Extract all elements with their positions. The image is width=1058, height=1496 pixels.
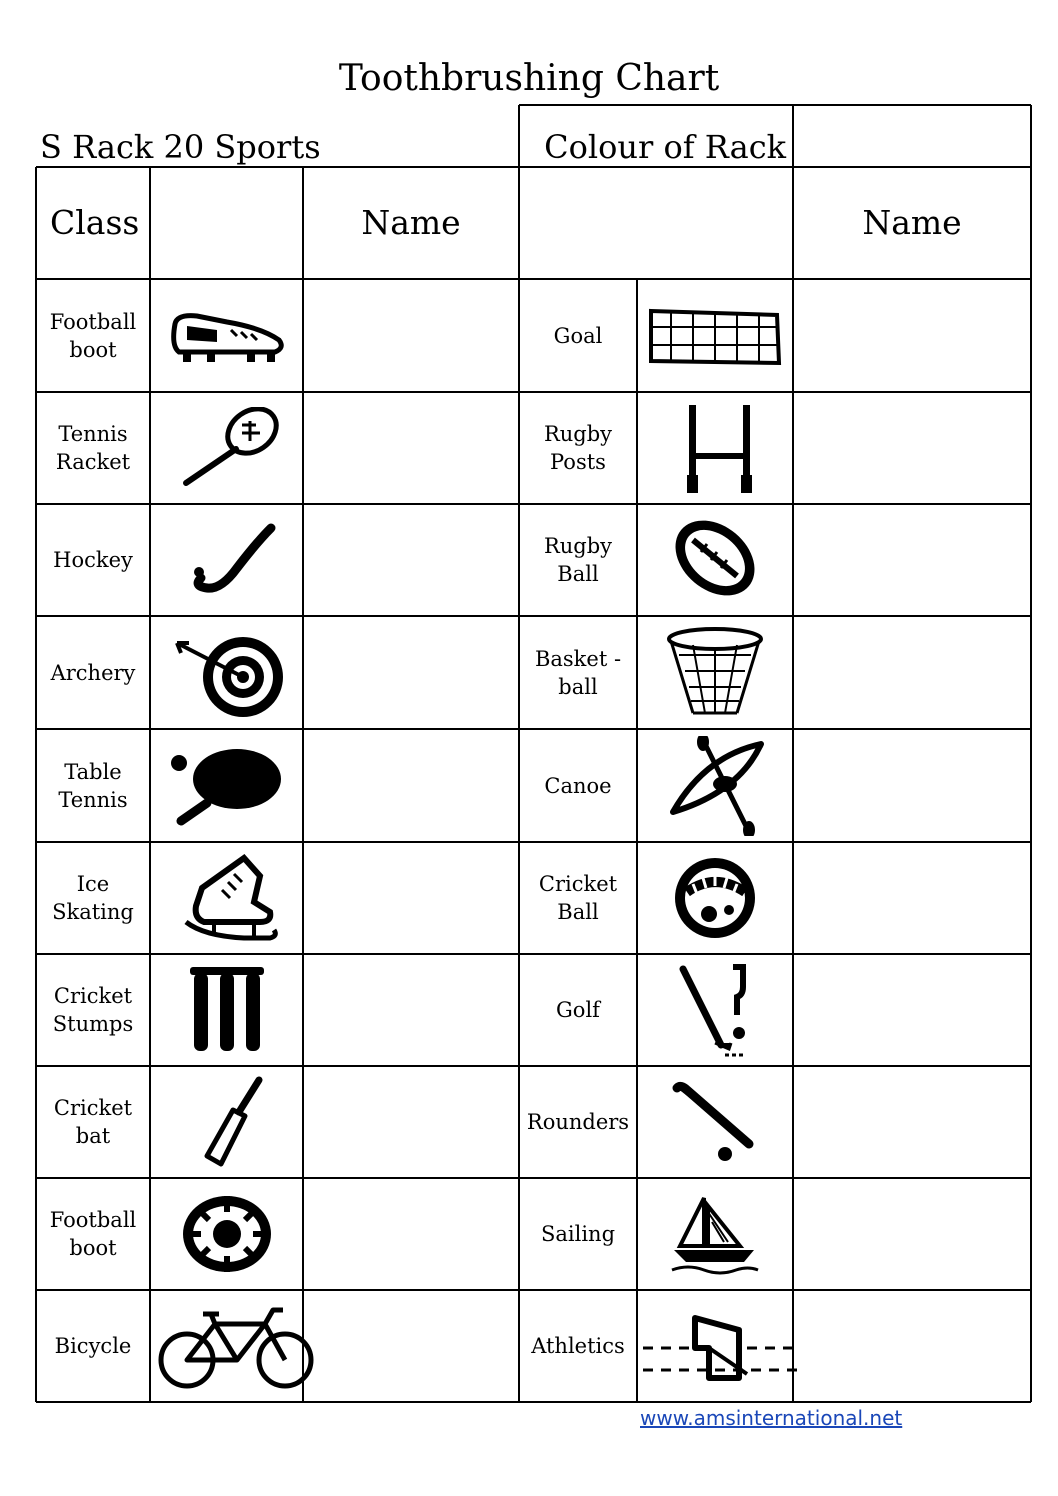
golf-icon	[677, 961, 753, 1059]
right-class-label: Sailing	[540, 1222, 616, 1246]
right-name-cell[interactable]	[793, 616, 1031, 729]
left-name-cell[interactable]	[303, 1178, 519, 1290]
rack-label: S Rack 20 Sports	[40, 128, 321, 166]
left-class-label: Hockey	[53, 548, 133, 572]
header-name-left: Name	[361, 203, 461, 242]
rugby-posts-icon	[665, 399, 765, 497]
footer-link[interactable]: www.amsinternational.net	[640, 1406, 903, 1430]
tennis-racket-icon	[172, 407, 282, 489]
left-name-cell[interactable]	[303, 1290, 519, 1402]
right-name-cell[interactable]	[793, 1178, 1031, 1290]
right-name-cell[interactable]	[793, 1290, 1031, 1402]
left-name-cell[interactable]	[303, 1066, 519, 1178]
athletics-hurdle-icon	[639, 1308, 803, 1384]
left-class-label: Football boot	[49, 309, 137, 362]
colour-of-rack-label: Colour of Rack	[544, 128, 786, 166]
right-name-cell[interactable]	[793, 954, 1031, 1066]
right-name-cell[interactable]	[793, 504, 1031, 616]
rugby-ball-icon	[667, 514, 763, 606]
left-class-label: Cricket Stumps	[52, 984, 134, 1036]
right-class-label: Basket - ball	[534, 646, 622, 699]
left-class-label: Table Tennis	[58, 759, 128, 812]
left-name-cell[interactable]	[303, 279, 519, 392]
table-tennis-icon	[167, 745, 287, 827]
cricket-ball-icon	[669, 852, 761, 944]
left-class-label: Bicycle	[54, 1334, 132, 1358]
left-name-cell[interactable]	[303, 504, 519, 616]
right-class-label: Cricket Ball	[538, 872, 618, 924]
cricket-stumps-icon	[180, 965, 274, 1055]
sailing-icon	[668, 1192, 762, 1276]
hockey-stick-icon	[177, 522, 277, 598]
right-class-label: Golf	[556, 998, 600, 1022]
page-title: Toothbrushing Chart	[338, 58, 720, 99]
goal-icon	[641, 305, 789, 367]
header-name-right: Name	[862, 203, 962, 242]
right-class-label: Rugby Ball	[543, 534, 613, 586]
left-name-cell[interactable]	[303, 842, 519, 954]
right-name-cell[interactable]	[793, 279, 1031, 392]
cricket-bat-icon	[187, 1076, 267, 1168]
right-name-cell[interactable]	[793, 392, 1031, 504]
left-class-label: Cricket bat	[53, 1096, 133, 1148]
football-icon	[177, 1192, 277, 1276]
archery-target-icon	[167, 625, 287, 721]
ice-skate-icon	[174, 852, 280, 944]
left-name-cell[interactable]	[303, 392, 519, 504]
rounders-icon	[667, 1078, 763, 1166]
bicycle-icon	[157, 1302, 317, 1390]
left-name-cell[interactable]	[303, 616, 519, 729]
left-class-label: Ice Skating	[52, 872, 134, 924]
right-name-cell[interactable]	[793, 729, 1031, 842]
football-boot-icon	[167, 306, 287, 366]
right-name-cell[interactable]	[793, 1066, 1031, 1178]
right-class-label: Canoe	[544, 773, 612, 798]
right-class-label: Goal	[553, 323, 603, 348]
right-class-label: Rounders	[526, 1110, 630, 1134]
left-name-cell[interactable]	[303, 729, 519, 842]
basketball-hoop-icon	[665, 627, 765, 719]
right-class-label: Athletics	[531, 1334, 625, 1358]
header-class: Class	[50, 203, 140, 242]
canoe-icon	[665, 736, 765, 836]
left-class-label: Football boot	[49, 1208, 137, 1260]
left-class-label: Tennis Racket	[55, 422, 131, 474]
right-class-label: Rugby Posts	[543, 422, 613, 474]
left-name-cell[interactable]	[303, 954, 519, 1066]
right-name-cell[interactable]	[793, 842, 1031, 954]
left-class-label: Archery	[50, 660, 136, 685]
